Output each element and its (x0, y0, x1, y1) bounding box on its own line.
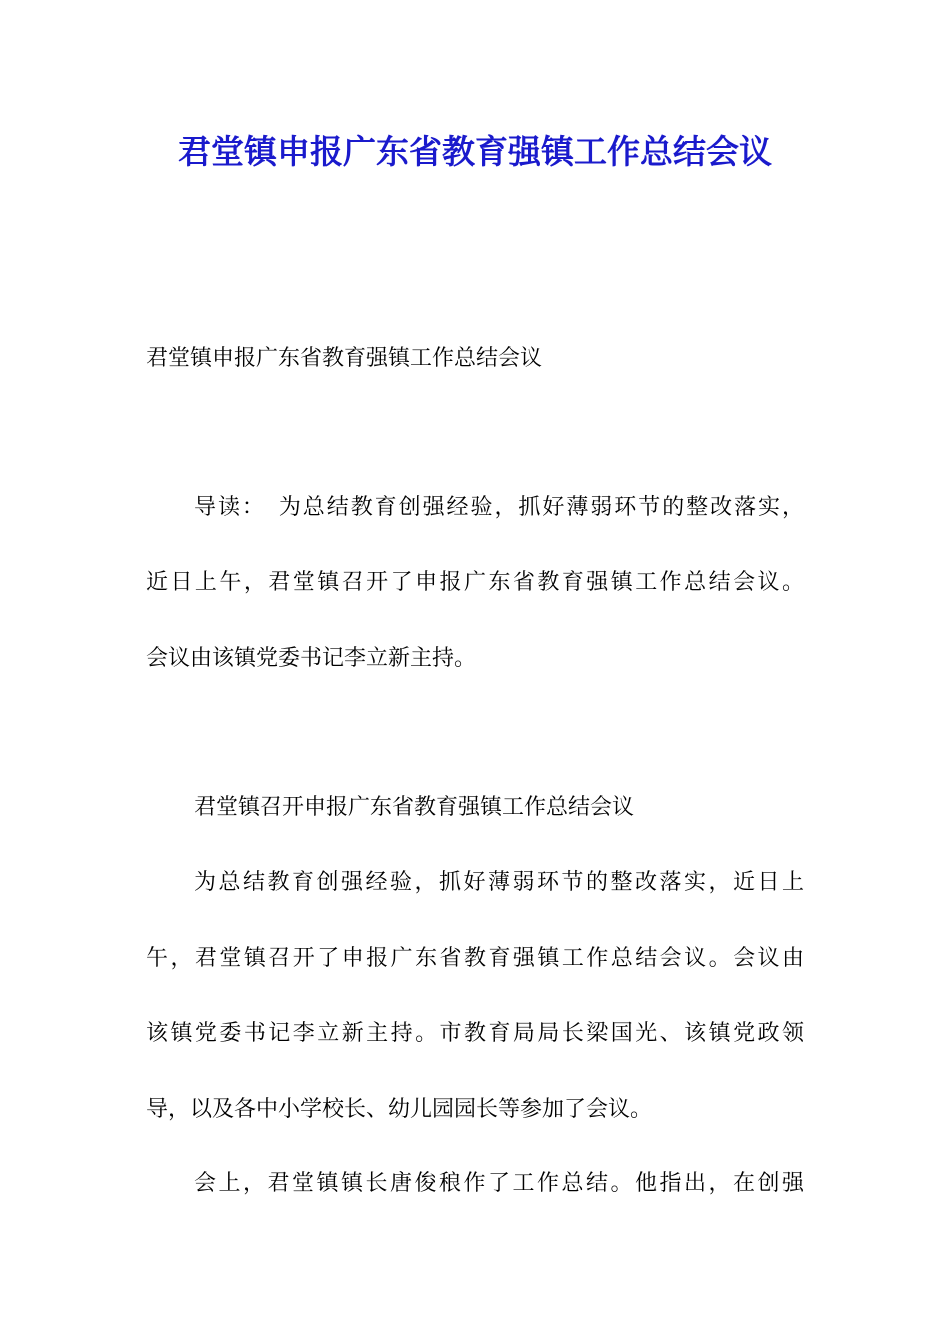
document-title: 君堂镇申报广东省教育强镇工作总结会议 (178, 132, 772, 171)
intro-line: 近日上午，君堂镇召开了申报广东省教育强镇工作总结会议。 (146, 570, 804, 595)
section-heading: 君堂镇召开申报广东省教育强镇工作总结会议 (194, 795, 635, 820)
paragraph-line: 导，以及各中小学校长、幼儿园园长等参加了会议。 (146, 1097, 653, 1122)
paragraph-line: 该镇党委书记李立新主持。市教育局局长梁国光、该镇党政领 (146, 1021, 804, 1046)
paragraph-line: 会上，君堂镇镇长唐俊稂作了工作总结。他指出，在创强 (194, 1171, 804, 1196)
intro-line: 导读： 为总结教育创强经验，抓好薄弱环节的整改落实， (194, 495, 804, 520)
document-subtitle: 君堂镇申报广东省教育强镇工作总结会议 (146, 346, 543, 371)
paragraph-line: 午，君堂镇召开了申报广东省教育强镇工作总结会议。会议由 (146, 946, 804, 971)
paragraph-line: 为总结教育创强经验，抓好薄弱环节的整改落实，近日上 (194, 870, 804, 895)
intro-line: 会议由该镇党委书记李立新主持。 (146, 646, 477, 671)
